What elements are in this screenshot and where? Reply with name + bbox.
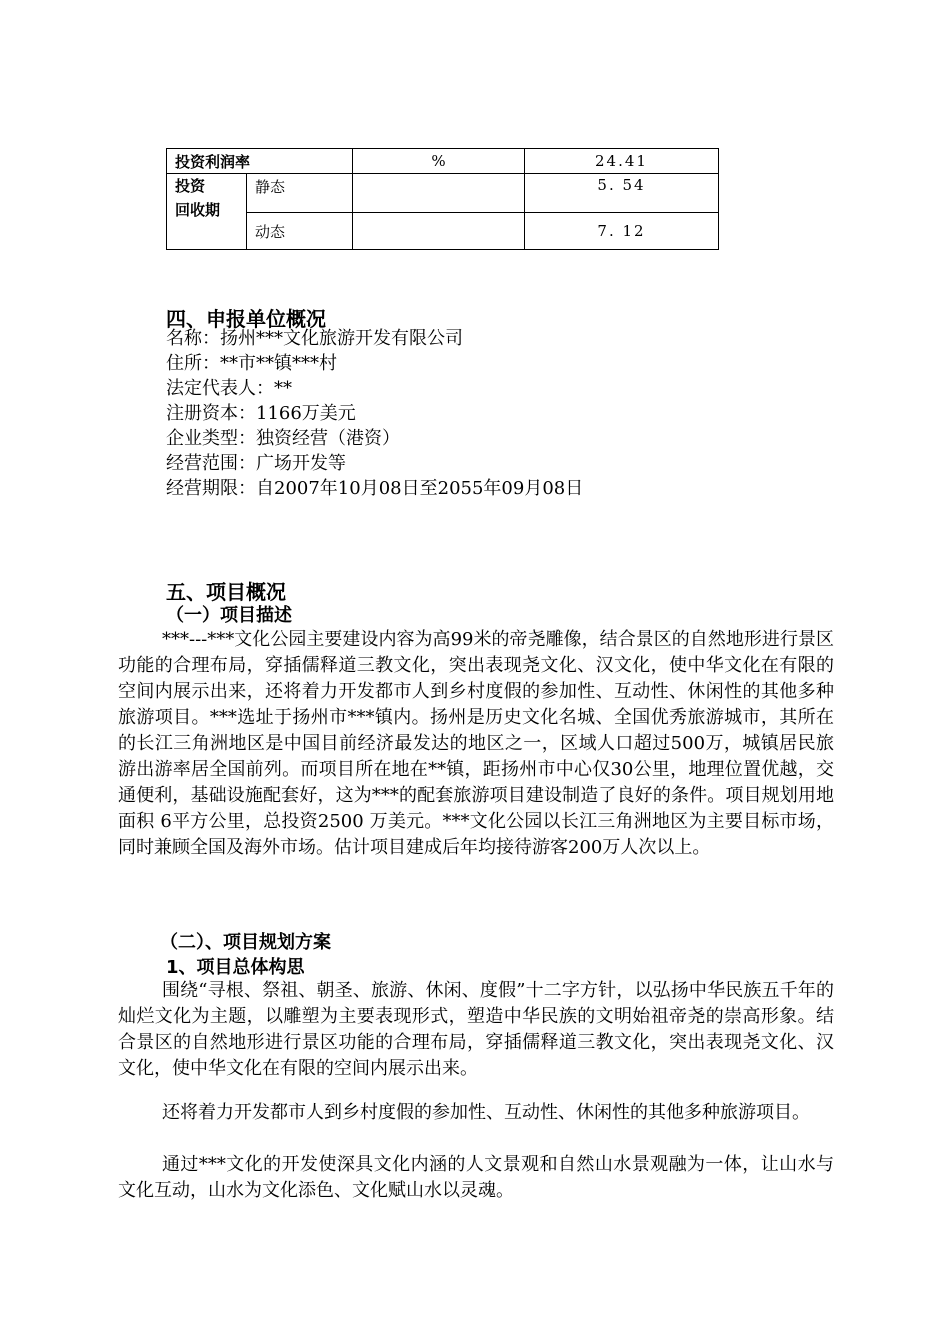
- info-line: 企业类型：独资经营（港资）: [166, 428, 400, 449]
- table-cell-unit: [353, 213, 525, 250]
- table-cell-value: 7. 12: [525, 213, 719, 250]
- table-cell-value: 5. 54: [525, 174, 719, 213]
- info-line: 经营期限：自2007年10月08日至2055年09月08日: [166, 478, 584, 499]
- paragraph: 围绕“寻根、祭祖、朝圣、旅游、休闲、度假”十二字方针，以弘扬中华民族五千年的灿烂文化为主题，以雕塑为主要表现形式，塑造中华民族的文明始祖帝尧的崇高形象。结合景区的自然地形进行景区功能的合理布局，穿插儒释道三教文化，突出表现尧文化、汉文化，使中华文化在有限的空间内展示出来。: [118, 980, 834, 1079]
- subsection-title: （二）、项目规划方案: [160, 932, 331, 953]
- subsection-title: （一）项目描述: [166, 605, 292, 626]
- info-line: 名称：扬州***文化旅游开发有限公司: [166, 328, 463, 349]
- table-cell-payback: 投资 回收期: [167, 174, 247, 250]
- info-line: 住所：**市**镇***村: [166, 353, 337, 374]
- table-cell-label: 投资利润率: [167, 149, 353, 174]
- info-line: 注册资本：1166万美元: [166, 403, 356, 424]
- table-cell-value: 24.41: [525, 149, 719, 174]
- info-line: 经营范围：广场开发等: [166, 453, 346, 474]
- table-row: [167, 174, 719, 213]
- company-info: [166, 326, 583, 501]
- section-5-title: 五、项目概况: [166, 580, 286, 604]
- table-cell-label: 静态: [247, 174, 353, 213]
- table-cell-label: 动态: [247, 213, 353, 250]
- subsection-title: 1、项目总体构思: [166, 957, 305, 978]
- info-line: 法定代表人：**: [166, 378, 292, 399]
- table-cell-unit: [353, 174, 525, 213]
- paragraph: 还将着力开发都市人到乡村度假的参加性、互动性、休闲性的其他多种旅游项目。: [162, 1102, 810, 1123]
- section-4-title: 四、申报单位概况: [166, 307, 326, 331]
- table-row: [167, 213, 719, 250]
- table-row: [167, 149, 719, 174]
- table-cell-unit: %: [353, 149, 525, 174]
- paragraph: 通过***文化的开发使深具文化内涵的人文景观和自然山水景观融为一体，让山水与文化互动，山水为文化添色、文化赋山水以灵魂。: [118, 1154, 834, 1201]
- paragraph: ***---***文化公园主要建设内容为高99米的帝尧雕像，结合景区的自然地形进行景区功能的合理布局，穿插儒释道三教文化，突出表现尧文化、汉文化，使中华文化在有限的空间内展示出来，还将着力开发都市人到乡村度假的参加性、互动性、休闲性的其他多种旅游项目。***选址于扬州市***镇内。扬州是历史文化名城、全国优秀旅游城市，其所在的长江三角洲地区是中国目前经济最发达的地区之一，区域人口超过500万，城镇居民旅游出游率居全国前列。而项目所在地在**镇，距扬州市中心仅30公里，地理位置优越，交通便利，基础设施配套好，这为***的配套旅游项目建设制造了良好的条件。项目规划用地面积 6平方公里，总投资2500 万美元。***文化公园以长江三角洲地区为主要目标市场，同时兼顾全国及海外市场。估计项目建成后年均接待游客200万人次以上。: [118, 629, 834, 858]
- investment-table: [166, 148, 719, 250]
